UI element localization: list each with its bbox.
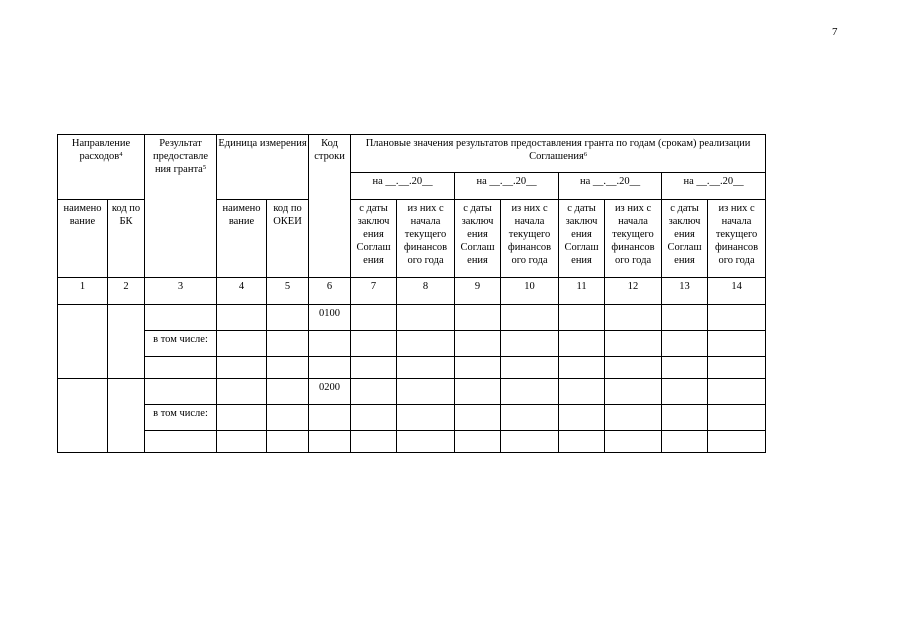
value-cell[interactable] [501,357,559,379]
okei-code-cell[interactable] [267,431,309,453]
column-number: 11 [559,278,605,305]
result-cell[interactable] [145,305,217,331]
value-cell[interactable] [559,331,605,357]
value-cell[interactable] [397,331,455,357]
row-code-cell: 0200 [309,379,351,405]
value-cell[interactable] [455,431,501,453]
from-agreement-date-header: с даты заключ ения Соглаш ения [455,200,501,278]
value-cell[interactable] [708,431,766,453]
row-code-cell[interactable] [309,357,351,379]
row-code-cell[interactable] [309,331,351,357]
direction-header-text: Направление расходов [71,138,131,162]
footnote-5: 5 [202,164,207,171]
column-number: 14 [708,278,766,305]
planned-values-text: Плановые значения результатов предоставления гранта по годам (срокам) реализации Соглашения [365,138,751,162]
code-bk-cell[interactable] [108,305,145,379]
value-cell[interactable] [455,379,501,405]
from-agreement-date-header: с даты заключ ения Соглаш ения [559,200,605,278]
value-cell[interactable] [662,331,708,357]
value-cell[interactable] [559,357,605,379]
from-year-start-header: из них с начала текущего финансов ого года [605,200,662,278]
unit-name-header: наимено вание [217,200,267,278]
value-cell[interactable] [351,357,397,379]
table-row [58,305,766,331]
column-number: 10 [501,278,559,305]
unit-header: Единица измерения [217,135,309,200]
table-row [58,331,766,357]
unit-name-cell[interactable] [217,431,267,453]
value-cell[interactable] [455,405,501,431]
value-cell[interactable] [397,405,455,431]
unit-name-cell[interactable] [217,357,267,379]
from-agreement-date-header: с даты заключ ения Соглаш ения [662,200,708,278]
page-number: 7 [832,26,838,38]
from-year-start-header: из них с начала текущего финансов ого года [501,200,559,278]
from-year-start-header: из них с начала текущего финансов ого года [397,200,455,278]
direction-header [58,135,145,200]
value-cell[interactable] [708,379,766,405]
row-code-header: Код строки [309,135,351,278]
okei-code-cell[interactable] [267,357,309,379]
column-number: 13 [662,278,708,305]
value-cell[interactable] [662,357,708,379]
value-cell[interactable] [708,357,766,379]
okei-code-cell[interactable] [267,405,309,431]
value-cell[interactable] [708,331,766,357]
column-number: 12 [605,278,662,305]
value-cell[interactable] [397,357,455,379]
code-bk-cell[interactable] [108,379,145,453]
value-cell[interactable] [708,405,766,431]
column-number: 9 [455,278,501,305]
result-cell[interactable] [145,379,217,405]
table-row [58,405,766,431]
including-label: в том числе: [145,331,217,357]
unit-name-cell[interactable] [217,379,267,405]
column-number: 6 [309,278,351,305]
column-number: 8 [397,278,455,305]
okei-code-cell[interactable] [267,331,309,357]
value-cell[interactable] [397,379,455,405]
footnote-4: 4 [119,151,123,158]
direction-name-header: наимено вание [58,200,108,278]
value-cell[interactable] [501,331,559,357]
value-cell[interactable] [501,405,559,431]
value-cell[interactable] [605,379,662,405]
value-cell[interactable] [501,379,559,405]
value-cell[interactable] [501,431,559,453]
year-header: на __.__.20__ [662,173,766,200]
okei-code-cell[interactable] [267,305,309,331]
unit-name-cell[interactable] [217,331,267,357]
value-cell[interactable] [559,431,605,453]
unit-name-cell[interactable] [217,405,267,431]
column-number: 4 [217,278,267,305]
row-code-cell[interactable] [309,431,351,453]
value-cell[interactable] [708,305,766,331]
from-year-start-header: из них с начала текущего финансов ого года [708,200,766,278]
value-cell[interactable] [455,357,501,379]
direction-name-cell[interactable] [58,379,108,453]
okei-code-header: код по ОКЕИ [267,200,309,278]
year-header: на __.__.20__ [455,173,559,200]
value-cell[interactable] [397,305,455,331]
planned-values-header [351,135,766,173]
value-cell[interactable] [397,431,455,453]
footnote-6: 6 [583,151,588,158]
value-cell[interactable] [559,305,605,331]
value-cell[interactable] [605,331,662,357]
unit-name-cell[interactable] [217,305,267,331]
value-cell[interactable] [351,331,397,357]
value-cell[interactable] [662,379,708,405]
value-cell[interactable] [501,305,559,331]
column-number: 7 [351,278,397,305]
value-cell[interactable] [605,357,662,379]
value-cell[interactable] [605,431,662,453]
result-cell[interactable] [145,431,217,453]
value-cell[interactable] [662,405,708,431]
from-agreement-date-header: с даты заключ ения Соглаш ения [351,200,397,278]
table-row [58,357,766,379]
result-header-text: Результат предоставле ния гранта [153,138,209,175]
column-number: 3 [145,278,217,305]
value-cell[interactable] [662,431,708,453]
value-cell[interactable] [455,331,501,357]
value-cell[interactable] [351,405,397,431]
value-cell[interactable] [605,305,662,331]
direction-name-cell[interactable] [58,305,108,379]
value-cell[interactable] [351,305,397,331]
year-header: на __.__.20__ [559,173,662,200]
year-header: на __.__.20__ [351,173,455,200]
code-bk-header: код по БК [108,200,145,278]
value-cell[interactable] [605,405,662,431]
okei-code-cell[interactable] [267,379,309,405]
row-code-cell: 0100 [309,305,351,331]
value-cell[interactable] [559,405,605,431]
including-label: в том числе: [145,405,217,431]
column-number: 2 [108,278,145,305]
table-row [58,379,766,405]
column-number: 5 [267,278,309,305]
column-number: 1 [58,278,108,305]
value-cell[interactable] [662,305,708,331]
results-table [57,134,766,453]
row-code-cell[interactable] [309,405,351,431]
value-cell[interactable] [351,379,397,405]
table-row [58,431,766,453]
result-cell[interactable] [145,357,217,379]
result-header [145,135,217,278]
column-numbers-row [58,278,766,305]
value-cell[interactable] [559,379,605,405]
value-cell[interactable] [455,305,501,331]
header-row-1 [58,135,766,173]
value-cell[interactable] [351,431,397,453]
